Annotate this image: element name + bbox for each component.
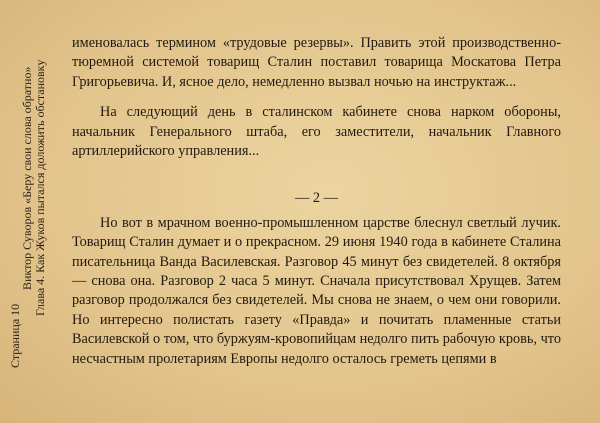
paragraph: Но вот в мрачном военно-промышленном царстве блеснул светлый лучик. Товарищ Сталин думает и о прекрасном. 29 июня 1940 года в кабинете Сталина писательница Ванда Василевская. Разговор 45 минут без свидетелей. 8 октября — снова она. Разговор 2 часа 5 минут. Сначала присутствовал Хрущев. Затем разговор продолжался без свидетелей. Мы снова не знаем, о чем они говорили. Но интересно полистать газету «Правда» и почитать пламенные статьи Василевской о том, что буржуям-кровопийцам недолго пить рабочую кровь, что несчастным пролетариям Европы недолго осталось греметь цепями в — [72, 214, 561, 367]
page-number: Страница 10 — [8, 303, 22, 368]
section-number: — 2 — — [295, 190, 338, 207]
paragraph: На следующий день в сталинском кабинете снова нарком обороны, начальник Генерального штаба, его заместители, начальник Главного артиллерийского управления... — [72, 104, 561, 160]
page-content — [72, 34, 561, 369]
paragraph-continuation: именовалась термином «трудовые резервы». Править этой производственно-тюремной системой товарищ Сталин поставил товарища Москатова Петра Григорьевича. И, ясное дело, немедленно вызвал ночью на инструктаж... — [72, 35, 561, 90]
book-title: Виктор Суворов «Беру свои слова обратно» — [20, 66, 34, 290]
page-sidebar — [0, 0, 48, 423]
chapter-title: Глава 4. Как Жуков пытался доложить обстановку — [33, 59, 47, 316]
